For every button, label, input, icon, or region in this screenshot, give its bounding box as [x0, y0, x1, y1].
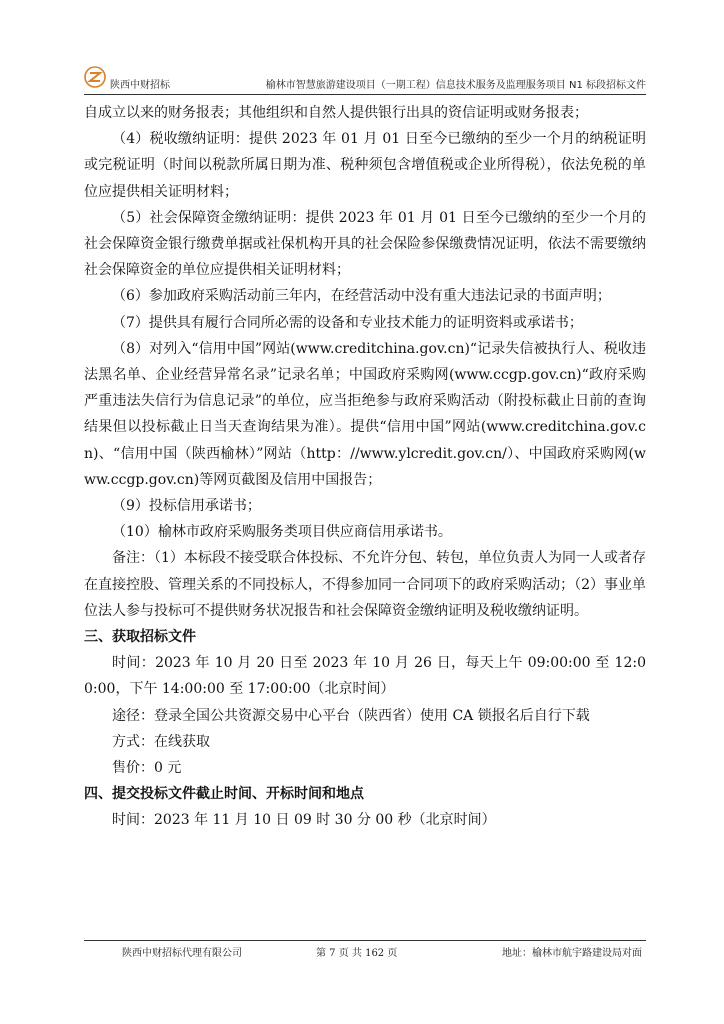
paragraph: （6）参加政府采购活动前三年内，在经营活动中没有重大违法记录的书面声明；: [112, 288, 611, 305]
header-rule: [84, 94, 646, 95]
page-number: 第 7 页 共 162 页: [316, 948, 398, 959]
document-body: [84, 100, 646, 834]
paragraph: （9）投标信用承诺书；: [112, 498, 261, 515]
header-company: 陕西中财招标: [110, 80, 170, 91]
paragraph: 自成立以来的财务报表；其他组织和自然人提供银行出具的资信证明或财务报表；: [84, 105, 588, 121]
section-heading: 四、提交投标文件截止时间、开标时间和地点: [84, 786, 364, 803]
paragraph: 售价：0 元: [112, 760, 182, 777]
paragraph: 途径：登录全国公共资源交易中心平台（陕西省）使用 CA 锁报名后自行下载: [112, 707, 590, 724]
paragraph: （5）社会保障资金缴纳证明：提供 2023 年 01 月 01 日至今已缴纳的至少一个月的社会保障资金银行缴费单据或社保机构开具的社会保险参保缴费情况证明，依法不需要缴纳社会保障资金的单位应提供相关证明材料；: [84, 209, 646, 279]
paragraph: （10）榆林市政府采购服务类项目供应商信用承诺书。: [112, 524, 452, 541]
paragraph: 备注：（1）本标段不接受联合体投标、不允许分包、转包，单位负责人为同一人或者存在直接控股、管理关系的不同投标人，不得参加同一合同项下的政府采购活动；（2）事业单位法人参与投标可不提供财务状况报告和社会保障资金缴纳证明及税收缴纳证明。: [84, 550, 646, 619]
paragraph: 方式：在线获取: [112, 733, 210, 750]
footer-company: 陕西中财招标代理有限公司: [122, 948, 242, 959]
header-doc-title: 榆林市智慧旅游建设项目（一期工程）信息技术服务及监理服务项目 N1 标段招标文件: [265, 80, 646, 91]
footer-address: 地址：榆林市航宇路建设局对面: [502, 948, 642, 959]
page-header: [84, 64, 646, 94]
paragraph: 时间：2023 年 10 月 20 日至 2023 年 10 月 26 日，每天上午 09:00:00 至 12:00:00，下午 14:00:00 至 17:00:00（北京时间）: [84, 655, 646, 698]
footer-rule: [84, 940, 646, 941]
paragraph: （4）税收缴纳证明：提供 2023 年 01 月 01 日至今已缴纳的至少一个月的纳税证明或完税证明（时间以税款所属日期为准、税种须包含增值税或企业所得税），依法免税的单位应提供相关证明材料；: [84, 131, 646, 200]
paragraph: （8）对列入“信用中国”网站(www.creditchina.gov.cn)“记录失信被执行人、税收违法黑名单、企业经营异常名录”记录名单；中国政府采购网(www.ccgp.gov.cn)“政府采购严重违法失信行为信息记录”的单位，应当拒绝参与政府采购活动（附投标截止日前的查询结果但以投标截止日当天查询结果为准）。提供“信用中国”网站(www.creditchina.gov.cn)、“信用中国（陕西榆林）”网站（http：//www.ylcredit.gov.cn/）、中国政府采购网(www.ccgp.gov.cn)等网页截图及信用中国报告；: [84, 340, 646, 488]
section-heading: 三、获取招标文件: [84, 629, 196, 646]
page-footer: [84, 944, 646, 960]
company-logo-icon: [84, 66, 106, 88]
paragraph: （7）提供具有履行合同所必需的设备和专业技术能力的证明资料或承诺书；: [112, 314, 583, 331]
paragraph: 时间：2023 年 11 月 10 日 09 时 30 分 00 秒（北京时间）: [112, 812, 496, 829]
